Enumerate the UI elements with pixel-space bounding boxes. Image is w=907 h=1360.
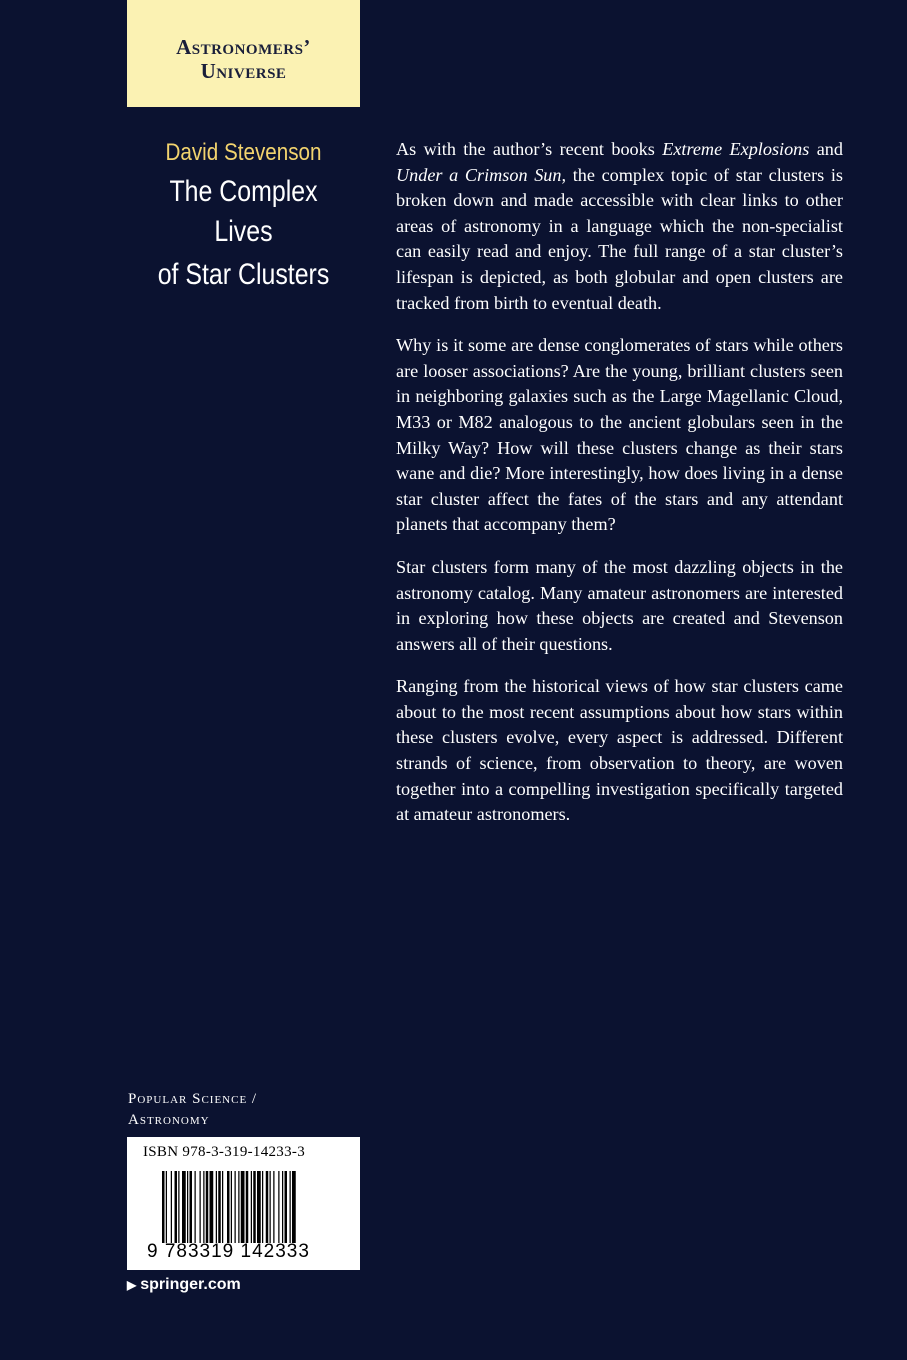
category-line2: Astronomy	[128, 1112, 210, 1128]
blurb-text: As with the author’s recent books	[396, 139, 663, 159]
barcode-bar	[238, 1171, 239, 1243]
title-block	[127, 137, 360, 295]
barcode-bar	[195, 1171, 196, 1243]
barcode-bar	[290, 1171, 291, 1243]
barcode-bar	[235, 1171, 236, 1243]
subject-category	[128, 1089, 257, 1131]
barcode-bar	[231, 1171, 232, 1243]
book-title-line1: The Complex Lives	[169, 175, 318, 248]
series-banner	[127, 0, 360, 107]
book-reference: Under a Crimson Sun,	[396, 164, 567, 185]
isbn-label: ISBN 978-3-319-14233-3	[143, 1144, 306, 1160]
barcode-bar	[210, 1171, 214, 1243]
isbn-barcode	[127, 1137, 360, 1270]
barcode-digits: 9 783319 142333	[147, 1241, 310, 1262]
barcode-bar	[273, 1171, 274, 1243]
barcode-bar	[171, 1171, 172, 1243]
barcode-bar	[270, 1171, 271, 1243]
barcode-bar	[253, 1171, 256, 1243]
publisher-link[interactable]	[127, 1276, 241, 1294]
barcode-bar	[200, 1171, 201, 1243]
blurb	[396, 137, 843, 845]
barcode-bar	[162, 1171, 165, 1243]
barcode-bar	[246, 1171, 249, 1243]
blurb-text: the complex topic of star clusters is broken down and made accessible with clear links to other areas of astronomy in a language which the non-specialist can easily read and enjoy. The full range of a star cluster’s lifespan is depicted, as both globular and open clusters are tracked from birth to eventual death.	[396, 164, 843, 313]
barcode-bar	[285, 1171, 288, 1243]
barcode-bar	[178, 1171, 179, 1243]
barcode-bar	[203, 1171, 204, 1243]
series-name-line1: Astronomers’	[176, 34, 311, 59]
barcode-bar	[262, 1171, 263, 1243]
barcode-bars	[162, 1171, 332, 1243]
publisher-label: springer.com	[140, 1276, 241, 1293]
barcode-bar	[182, 1171, 186, 1243]
barcode-bar	[292, 1171, 296, 1243]
barcode-bar	[187, 1171, 188, 1243]
blurb-text: and	[809, 139, 843, 159]
barcode-bar	[218, 1171, 221, 1243]
barcode-bar	[227, 1171, 230, 1243]
book-reference: Extreme Explosions	[662, 139, 810, 159]
barcode-bar	[175, 1171, 178, 1243]
blurb-paragraph-4: Ranging from the historical views of how star clusters came about to the most recent assumptions about how stars within these clusters evolve, every aspect is addressed. Different strands of science, from observation to theory, are woven together into a compelling investigation specifically targeted at amateur astronomers.	[396, 676, 843, 825]
author-name: David Stevenson	[165, 139, 322, 166]
barcode-bar	[266, 1171, 269, 1243]
barcode-bar	[282, 1171, 283, 1243]
blurb-paragraph-1	[396, 137, 843, 316]
barcode-bar	[166, 1171, 167, 1243]
book-title-line2: of Star Clusters	[157, 258, 330, 291]
blurb-paragraph-2: Why is it some are dense conglomerates of stars while others are looser associations? Are the young, brilliant clusters seen in neighboring galaxies such as the Large Magellanic Cloud, M33 or M82 analogous to the ancient globulars seen in the Milky Way? How will these clusters change as their stars wane and die? More interestingly, how does living in a dense star cluster affect the fates of the stars and any attendant planets that accompany them?	[396, 335, 843, 535]
series-name-line2: Universe	[200, 58, 287, 83]
barcode-bar	[190, 1171, 193, 1243]
arrow-icon: ▶	[127, 1278, 137, 1292]
barcode-bar	[216, 1171, 217, 1243]
barcode-bar	[241, 1171, 245, 1243]
barcode-bar	[251, 1171, 252, 1243]
blurb-paragraph-3: Star clusters form many of the most dazzling objects in the astronomy catalog. Many amateur astronomers are interested in exploring how these objects are created and Stevenson answers all of their questions.	[396, 556, 843, 654]
barcode-bar	[257, 1171, 261, 1243]
barcode-bar	[278, 1171, 279, 1243]
barcode-bar	[222, 1171, 223, 1243]
barcode-bar	[206, 1171, 209, 1243]
category-line1: Popular Science /	[128, 1091, 258, 1107]
